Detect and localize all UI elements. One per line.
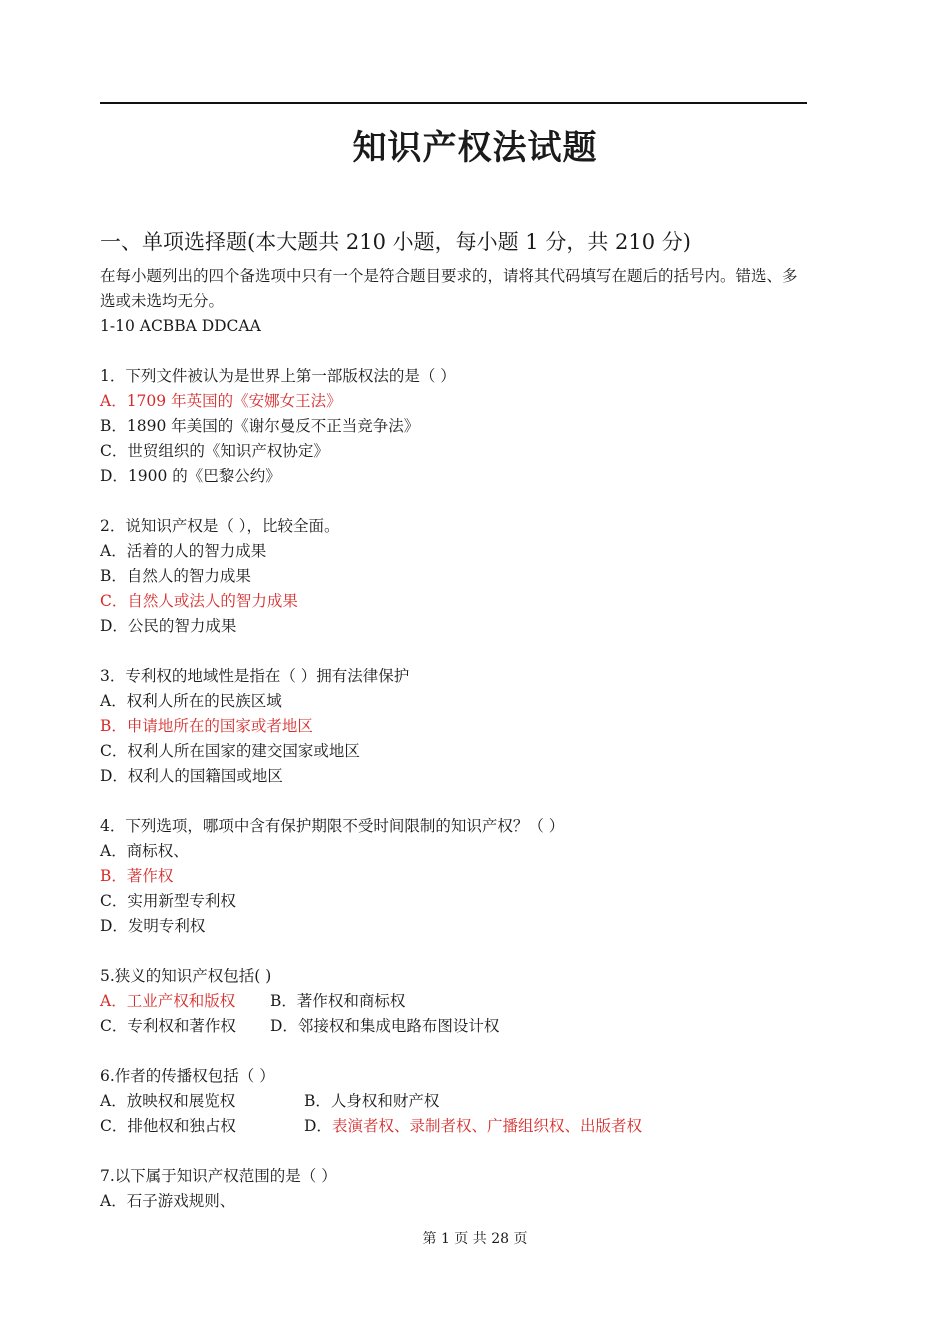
option-row — [100, 989, 812, 1014]
question-stem: 7.以下属于知识产权范围的是（ ） — [100, 1167, 337, 1185]
option-a: A．放映权和展览权 — [100, 1092, 236, 1110]
document-title: 知识产权法试题 — [352, 128, 598, 168]
option-a: A．权利人所在的民族区域 — [100, 692, 282, 710]
question-stem: 2．说知识产权是（ ），比较全面。 — [100, 517, 340, 535]
option-c: C．排他权和独占权 — [100, 1117, 236, 1135]
option-d-answer — [304, 1114, 642, 1139]
option-row — [100, 1089, 812, 1114]
option-b-answer: B．申请地所在的国家或者地区 — [100, 717, 313, 735]
option-row — [100, 1114, 812, 1139]
answer-key: 1-10 ACBBA DDCAA — [100, 317, 261, 335]
header-rule — [100, 102, 807, 104]
option-b-answer: B．著作权 — [100, 867, 174, 885]
question-stem: 4．下列选项，哪项中含有保护期限不受时间限制的知识产权？（ ） — [100, 817, 565, 835]
page-footer: 第 1 页 共 28 页 — [422, 1231, 528, 1247]
option-d-prefix: D． — [304, 1117, 332, 1135]
question-5 — [100, 964, 812, 1039]
instructions: 在每小题列出的四个备选项中只有一个是符合题目要求的，请将其代码填写在题后的括号内。错选、多选或未选均无分。 — [100, 267, 798, 310]
question-3 — [100, 664, 812, 789]
option-c-answer: C．自然人或法人的智力成果 — [100, 592, 298, 610]
question-stem: 3．专利权的地域性是指在（ ）拥有法律保护 — [100, 667, 410, 685]
option-c: C．专利权和著作权 — [100, 1017, 236, 1035]
option-d: D．1900 的《巴黎公约》 — [100, 467, 281, 485]
question-7 — [100, 1164, 812, 1214]
option-a-answer: A．工业产权和版权 — [100, 992, 236, 1010]
question-1 — [100, 364, 812, 489]
question-2 — [100, 514, 812, 639]
question-content — [100, 264, 812, 1214]
option-c: C．世贸组织的《知识产权协定》 — [100, 442, 329, 460]
question-4 — [100, 814, 812, 939]
option-b: B．1890 年美国的《谢尔曼反不正当竞争法》 — [100, 417, 420, 435]
question-stem: 1．下列文件被认为是世界上第一部版权法的是（ ） — [100, 367, 456, 385]
option-b: B．人身权和财产权 — [304, 1092, 440, 1110]
option-b: B．著作权和商标权 — [270, 992, 406, 1010]
option-d-text: 表演者权、录制者权、广播组织权、出版者权 — [331, 1117, 642, 1135]
option-a: A．石子游戏规则、 — [100, 1192, 236, 1210]
question-stem: 5.狭义的知识产权包括( ) — [100, 967, 272, 985]
option-a: A．商标权、 — [100, 842, 189, 860]
question-6 — [100, 1064, 812, 1139]
option-d: D．邻接权和集成电路布图设计权 — [270, 1017, 500, 1035]
question-stem: 6.作者的传播权包括（ ） — [100, 1067, 275, 1085]
option-row — [100, 1014, 812, 1039]
option-b: B．自然人的智力成果 — [100, 567, 251, 585]
option-c: C．实用新型专利权 — [100, 892, 236, 910]
option-d: D．发明专利权 — [100, 917, 206, 935]
option-c: C．权利人所在国家的建交国家或地区 — [100, 742, 360, 760]
section-heading: 一、单项选择题(本大题共 210 小题，每小题 1 分，共 210 分) — [100, 230, 691, 254]
option-a-answer: A．1709 年英国的《安娜女王法》 — [100, 392, 342, 410]
option-d: D．公民的智力成果 — [100, 617, 237, 635]
option-d: D．权利人的国籍国或地区 — [100, 767, 283, 785]
option-a: A．活着的人的智力成果 — [100, 542, 267, 560]
